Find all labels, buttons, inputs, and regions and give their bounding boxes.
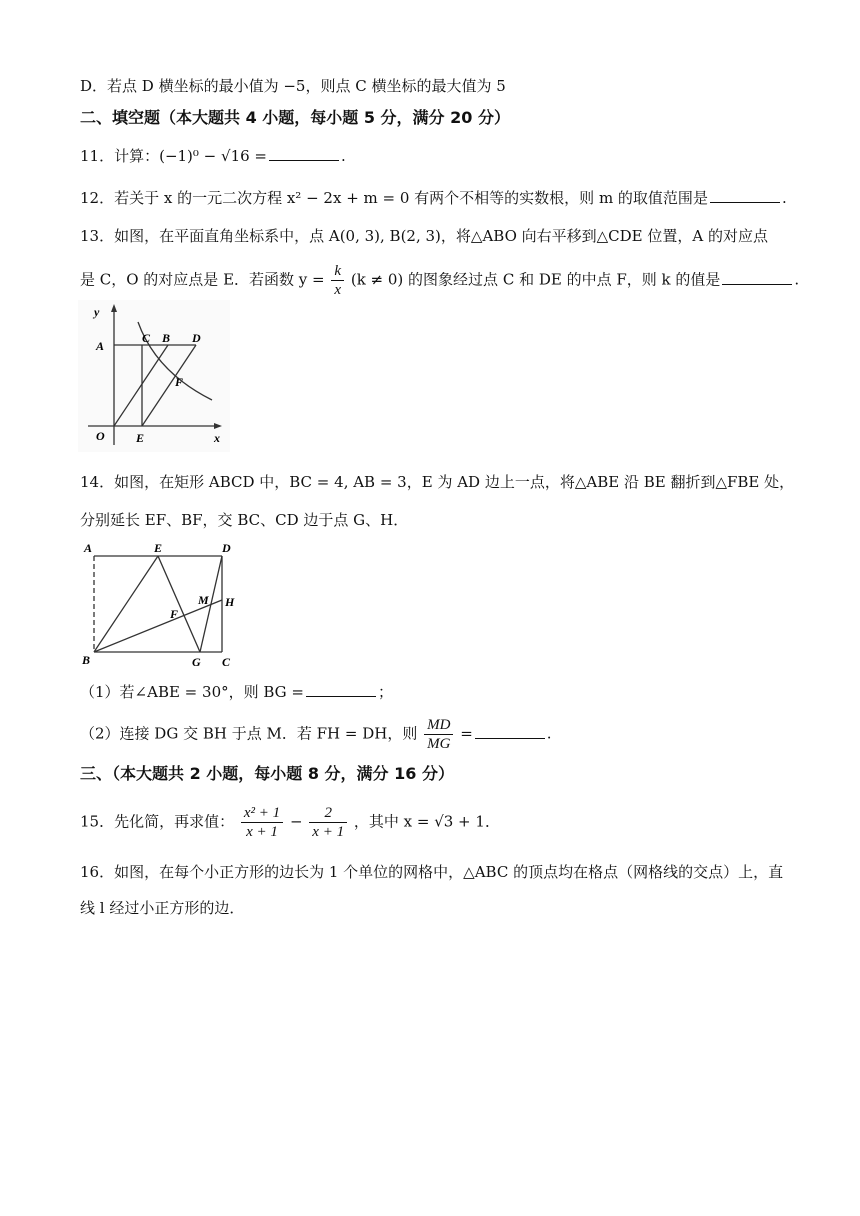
label-d: D xyxy=(222,541,231,555)
q15-fraction-2 xyxy=(309,804,347,841)
q13-post: (k ≠ 0) 的图象经过点 C 和 DE 的中点 F，则 k 的值是 xyxy=(350,270,721,289)
q11-blank xyxy=(269,146,339,161)
option-d: D．若点 D 横坐标的最小值为 −5，则点 C 横坐标的最大值为 5 xyxy=(80,77,506,95)
question-14-line-2: 分别延长 EF、BF，交 BC、CD 边于点 G、H． xyxy=(80,511,409,529)
q14-1-blank xyxy=(306,682,376,697)
question-14-part-1 xyxy=(80,682,393,702)
label-h: H xyxy=(225,595,235,609)
q14-2-blank xyxy=(475,724,545,739)
q15-num-1: x² + 1 xyxy=(241,804,283,823)
q11-text: 11．计算：(−1)⁰ − √16 = xyxy=(80,147,268,165)
q13-pre: 是 C，O 的对应点是 E．若函数 y = xyxy=(80,270,325,289)
label-a: A xyxy=(96,339,105,353)
segment-b-e xyxy=(94,556,158,652)
figure-14 xyxy=(80,540,242,670)
label-d: D xyxy=(192,331,201,345)
question-16-line-2: 线 l 经过小正方形的边． xyxy=(80,899,245,917)
question-13-line-1: 13．如图，在平面直角坐标系中，点 A(0, 3), B(2, 3)，将△ABO 向右平移到△CDE 位置，A 的对应点 xyxy=(80,227,768,245)
q14-1-end: ； xyxy=(378,683,394,701)
q13-num: k xyxy=(331,262,344,281)
q14-1-text: （1）若∠ABE = 30°，则 BG = xyxy=(80,683,304,701)
section-2-heading: 二、填空题（本大题共 4 小题，每小题 5 分，满分 20 分） xyxy=(80,108,510,127)
question-16-line-1: 16．如图，在每个小正方形的边长为 1 个单位的网格中，△ABC 的顶点均在格点（网格线的交点）上，直 xyxy=(80,863,784,881)
section-3-heading: 三、（本大题共 2 小题，每小题 8 分，满分 16 分） xyxy=(80,764,454,783)
label-b: B xyxy=(82,653,91,667)
question-14-part-2: （2）连接 DG 交 BH 于点 M．若 FH = DH，则 $\frac{MD}{MG}$ = . xyxy=(80,717,552,752)
question-14-line-1: 14．如图，在矩形 ABCD 中，BC = 4, AB = 3，E 为 AD 边上一点，将△ABE 沿 BE 翻折到△FBE 处， xyxy=(80,473,795,491)
q13-fraction xyxy=(331,262,344,299)
label-f: F xyxy=(170,607,179,621)
segment-b-h xyxy=(94,600,222,652)
q13-den: x xyxy=(334,282,342,298)
segment-e-g xyxy=(158,556,200,652)
q14-2-den: MG xyxy=(427,736,451,752)
label-f: F xyxy=(175,375,184,389)
q14-2-pre: （2）连接 DG 交 BH 于点 M．若 FH = DH，则 xyxy=(80,724,418,743)
label-g: G xyxy=(192,655,201,669)
label-a: A xyxy=(84,541,93,555)
question-11: 11．计算：(−1)⁰ − √16 = . xyxy=(80,147,346,165)
q14-2-fraction xyxy=(424,716,453,753)
q14-2-num: MD xyxy=(424,716,453,735)
q12-text: 12．若关于 x 的一元二次方程 x² − 2x + m = 0 有两个不相等的实数根，则 m 的取值范围是 xyxy=(80,189,708,207)
label-e: E xyxy=(136,431,145,445)
q14-2-eq: = xyxy=(460,724,473,743)
label-c: C xyxy=(142,331,151,345)
question-13-line-2: 是 C，O 的对应点是 E．若函数 y = $\frac{k}{x}$ (k ≠ 0) 的图象经过点 C 和 DE 的中点 F，则 k 的值是 . xyxy=(80,263,800,298)
question-15 xyxy=(80,804,500,841)
q15-minus: − xyxy=(289,812,303,831)
q15-fraction-1 xyxy=(241,804,283,841)
q12-blank xyxy=(710,188,780,203)
label-b: B xyxy=(162,331,171,345)
q15-den-1: x + 1 xyxy=(246,824,278,840)
label-y: y xyxy=(94,305,100,319)
figure-13 xyxy=(78,300,230,452)
q15-post: ，其中 x = √3 + 1． xyxy=(353,812,500,831)
label-x: x xyxy=(214,431,220,445)
q15-den-2: x + 1 xyxy=(312,824,345,840)
label-m: M xyxy=(198,593,209,607)
q15-pre: 15．先化简，再求值： xyxy=(80,812,235,831)
label-e: E xyxy=(154,541,163,555)
label-o: O xyxy=(96,429,105,443)
question-12: 12．若关于 x 的一元二次方程 x² − 2x + m = 0 有两个不相等的实数根，则 m 的取值范围是 . xyxy=(80,189,787,207)
q15-num-2: 2 xyxy=(309,804,347,823)
q13-blank xyxy=(722,270,792,285)
label-c: C xyxy=(222,655,231,669)
